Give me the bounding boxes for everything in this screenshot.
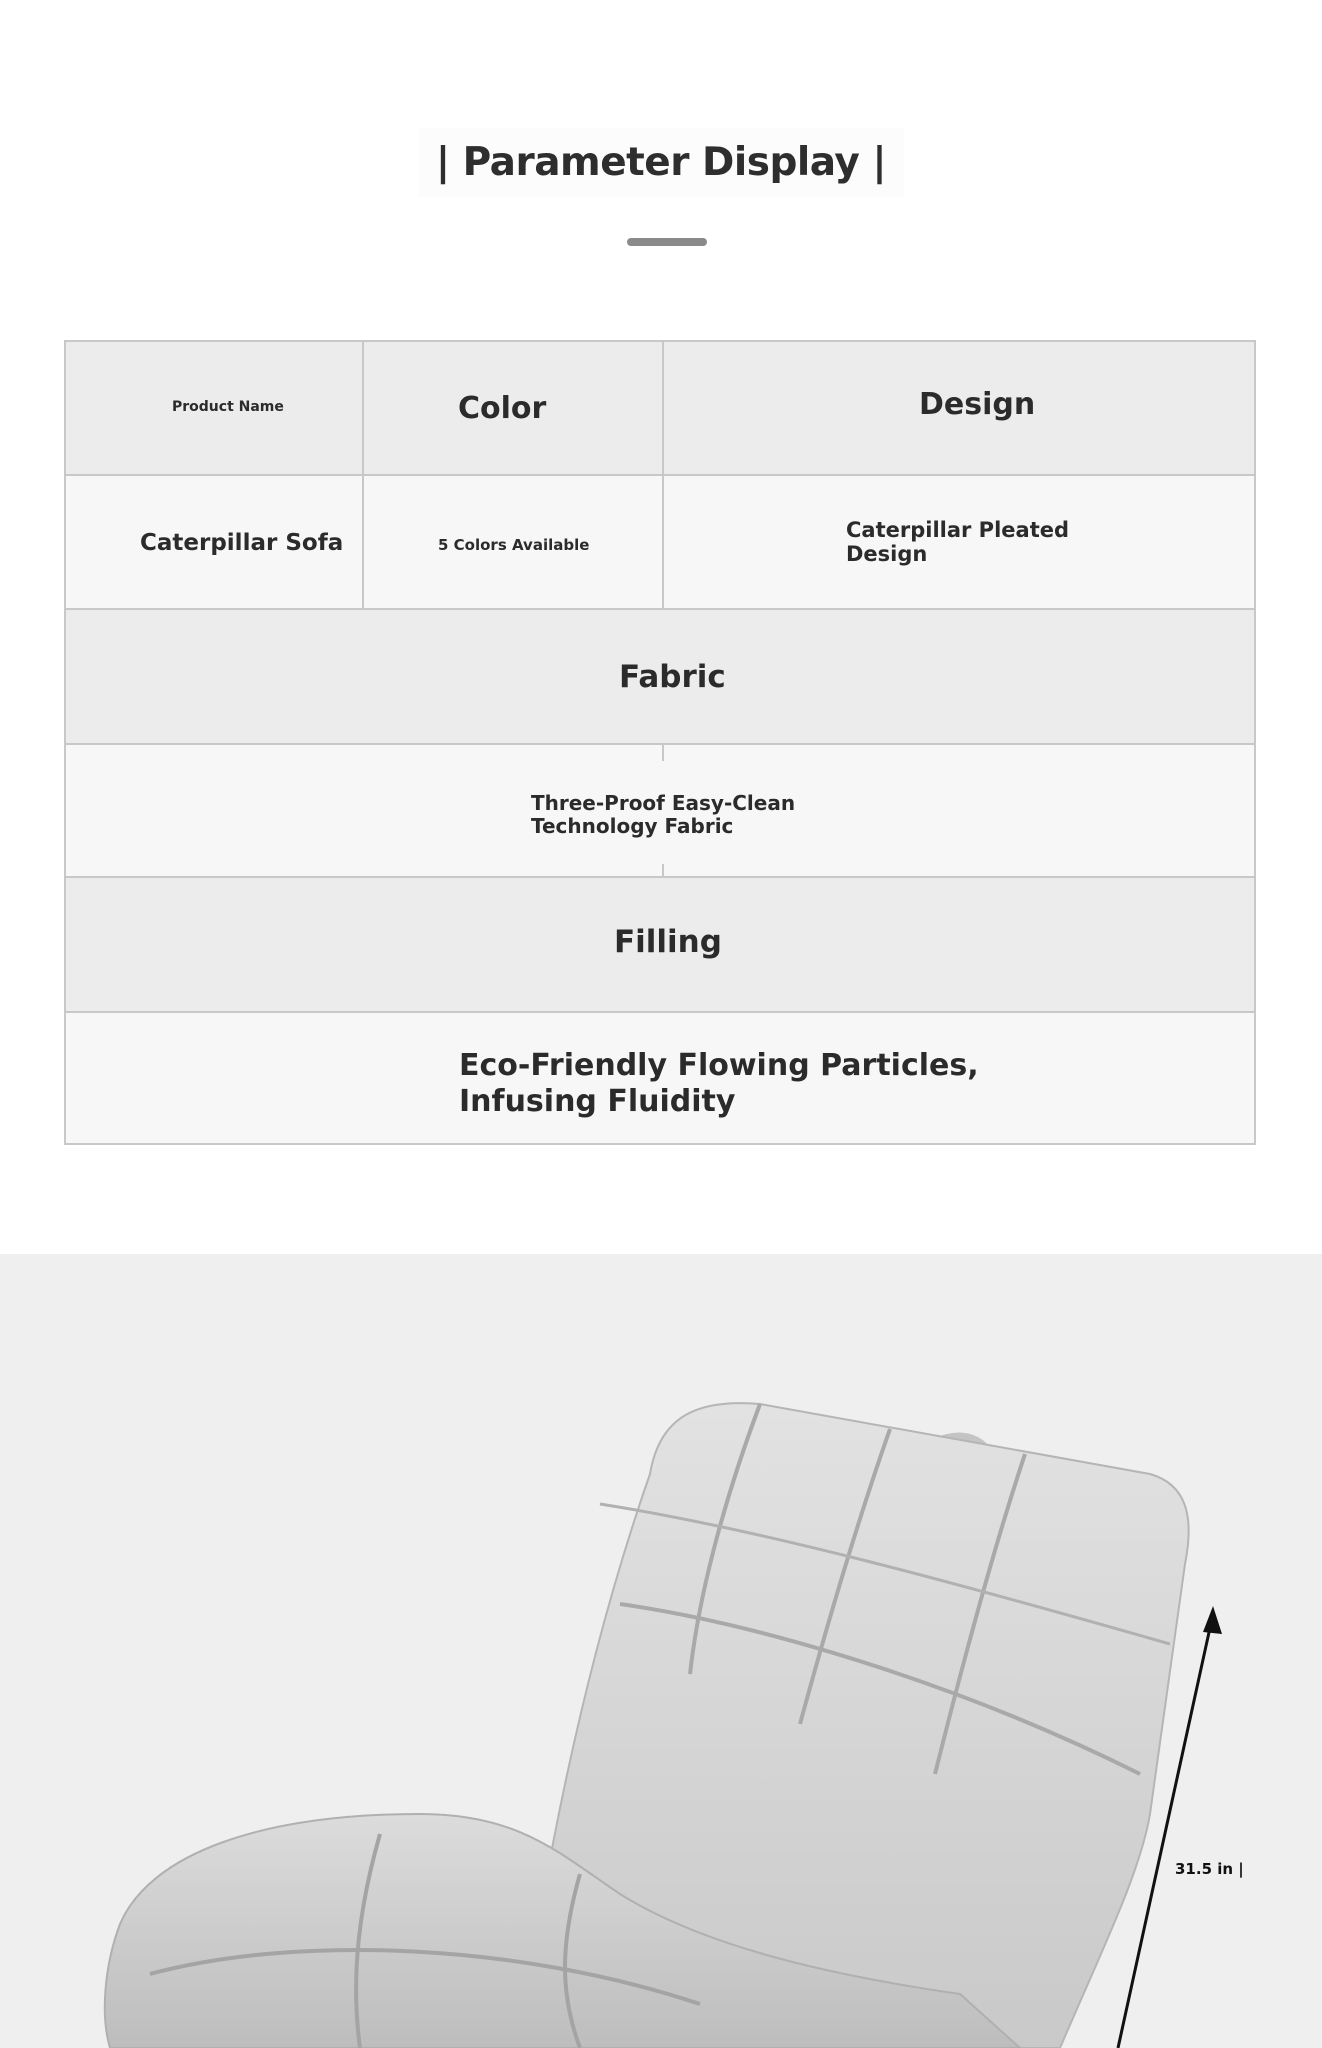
- height-arrow-head: [1203, 1606, 1222, 1634]
- color-value-cell: [364, 476, 664, 608]
- product-name-header-cell: [66, 342, 364, 474]
- fabric-row-divider-stub-bottom: [662, 864, 664, 876]
- design-value-line1: Caterpillar Pleated: [846, 518, 1070, 542]
- design-label: Design: [919, 387, 1036, 422]
- design-header-cell: [664, 342, 1258, 474]
- table-row-filling-header: [66, 878, 1254, 1013]
- design-value-line2: Design: [846, 542, 928, 566]
- table-row-values: [66, 476, 1254, 610]
- fabric-label: Fabric: [619, 659, 726, 695]
- table-row-header-main: [66, 342, 1254, 476]
- product-name-value: Caterpillar Sofa: [140, 530, 344, 556]
- color-header-cell: [364, 342, 664, 474]
- title-section: [0, 128, 1322, 197]
- fabric-row-divider-stub-top: [662, 745, 664, 761]
- parameter-table: [64, 340, 1256, 1145]
- filling-value-line1: Eco-Friendly Flowing Particles,: [459, 1048, 979, 1083]
- color-label: Color: [458, 391, 547, 426]
- design-value-cell: [664, 476, 1258, 608]
- color-value: 5 Colors Available: [438, 536, 590, 554]
- filling-label: Filling: [614, 924, 722, 960]
- fabric-value-line2: Technology Fabric: [531, 814, 734, 838]
- fabric-value-line1: Three-Proof Easy-Clean: [531, 791, 796, 815]
- page-title: | Parameter Display |: [418, 128, 904, 197]
- table-row-fabric-value: [66, 745, 1254, 878]
- product-name-value-cell: [66, 476, 364, 608]
- height-dimension-label: 31.5 in |: [1175, 1860, 1244, 1878]
- filling-value-line2: Infusing Fluidity: [459, 1084, 736, 1119]
- sofa-illustration: [0, 1254, 1322, 2048]
- product-photo: [0, 1254, 1322, 2048]
- title-underline: [627, 238, 707, 246]
- table-row-fabric-header: [66, 610, 1254, 745]
- product-name-label: Product Name: [172, 399, 284, 415]
- table-row-filling-value: [66, 1013, 1254, 1143]
